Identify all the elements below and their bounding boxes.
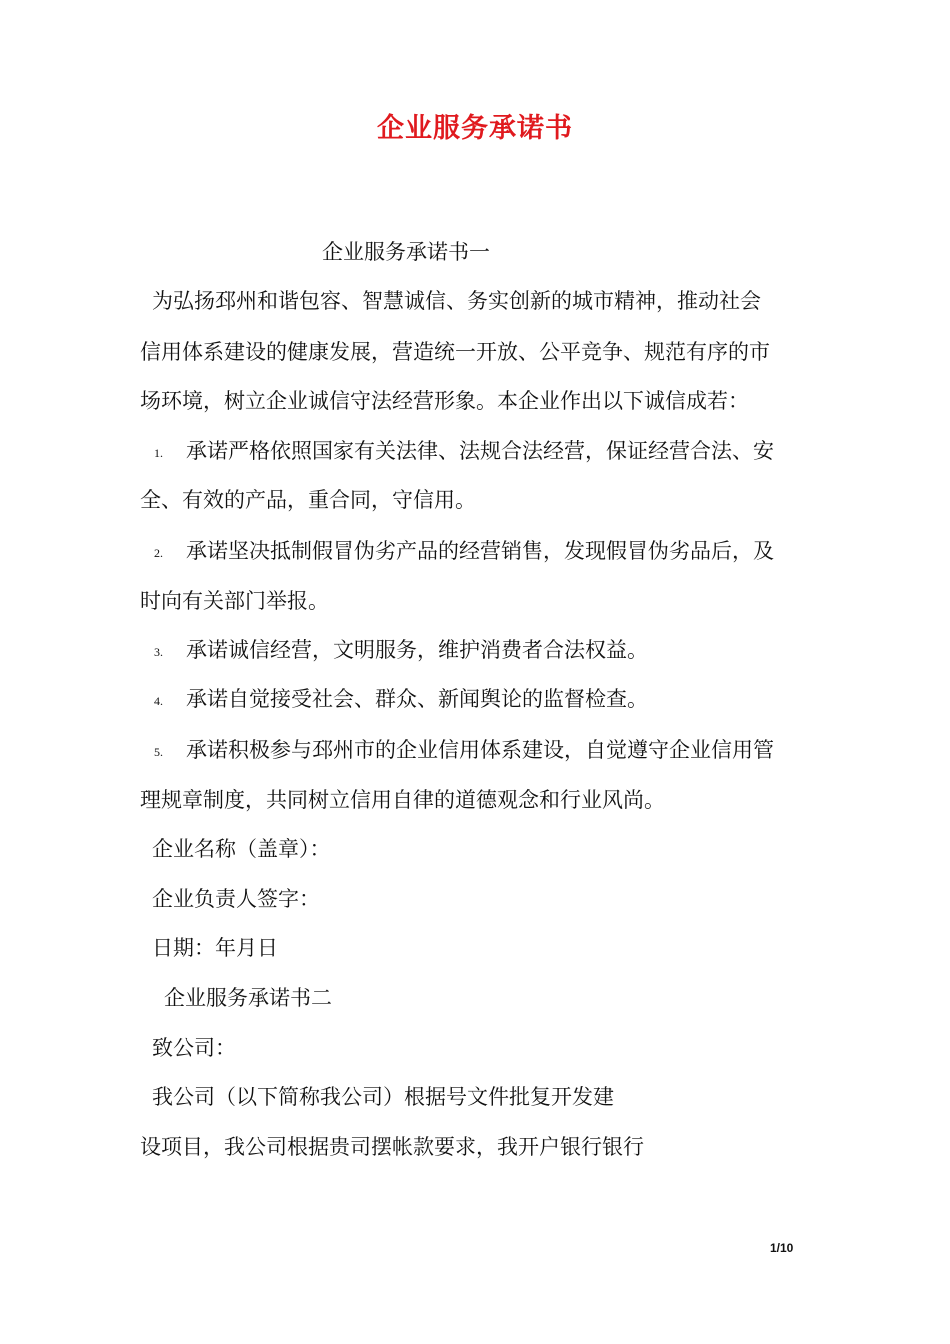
salutation: 致公司： bbox=[152, 1036, 236, 1060]
item-line: 承诺诚信经营，文明服务，维护消费者合法权益。 bbox=[186, 638, 648, 662]
responsible-signature-label: 企业负责人签字： bbox=[152, 887, 320, 911]
item-line: 承诺自觉接受社会、群众、新闻舆论的监督检查。 bbox=[186, 687, 648, 711]
body-line: 我公司（以下简称我公司）根据号文件批复开发建 bbox=[152, 1085, 614, 1109]
body-line: 设项目，我公司根据贵司摆帐款要求，我开户银行银行 bbox=[140, 1135, 644, 1159]
item-number: 1. bbox=[154, 446, 163, 460]
item-line: 理规章制度，共同树立信用自律的道德观念和行业风尚。 bbox=[140, 788, 665, 812]
item-number: 4. bbox=[154, 694, 163, 708]
intro-line: 为弘扬邳州和谐包容、智慧诚信、务实创新的城市精神，推动社会 bbox=[152, 289, 761, 313]
item-line: 时向有关部门举报。 bbox=[140, 589, 329, 613]
intro-line: 场环境，树立企业诚信守法经营形象。本企业作出以下诚信成若： bbox=[140, 389, 749, 413]
section-heading-1: 企业服务承诺书一 bbox=[322, 240, 490, 264]
page-number: 1/10 bbox=[770, 1241, 794, 1255]
intro-line: 信用体系建设的健康发展，营造统一开放、公平竞争、规范有序的市 bbox=[140, 340, 770, 364]
section-heading-2: 企业服务承诺书二 bbox=[164, 986, 332, 1010]
date-label: 日期：年月日 bbox=[152, 936, 278, 960]
item-number: 3. bbox=[154, 645, 163, 659]
item-number: 5. bbox=[154, 745, 163, 759]
item-number: 2. bbox=[154, 546, 163, 560]
item-line: 承诺积极参与邳州市的企业信用体系建设，自觉遵守企业信用管 bbox=[186, 738, 774, 762]
company-name-label: 企业名称（盖章）： bbox=[152, 837, 331, 861]
item-line: 承诺严格依照国家有关法律、法规合法经营，保证经营合法、安 bbox=[186, 439, 774, 463]
item-line: 全、有效的产品，重合同，守信用。 bbox=[140, 488, 476, 512]
item-line: 承诺坚决抵制假冒伪劣产品的经营销售，发现假冒伪劣品后，及 bbox=[186, 539, 774, 563]
document-title: 企业服务承诺书 bbox=[377, 113, 573, 144]
